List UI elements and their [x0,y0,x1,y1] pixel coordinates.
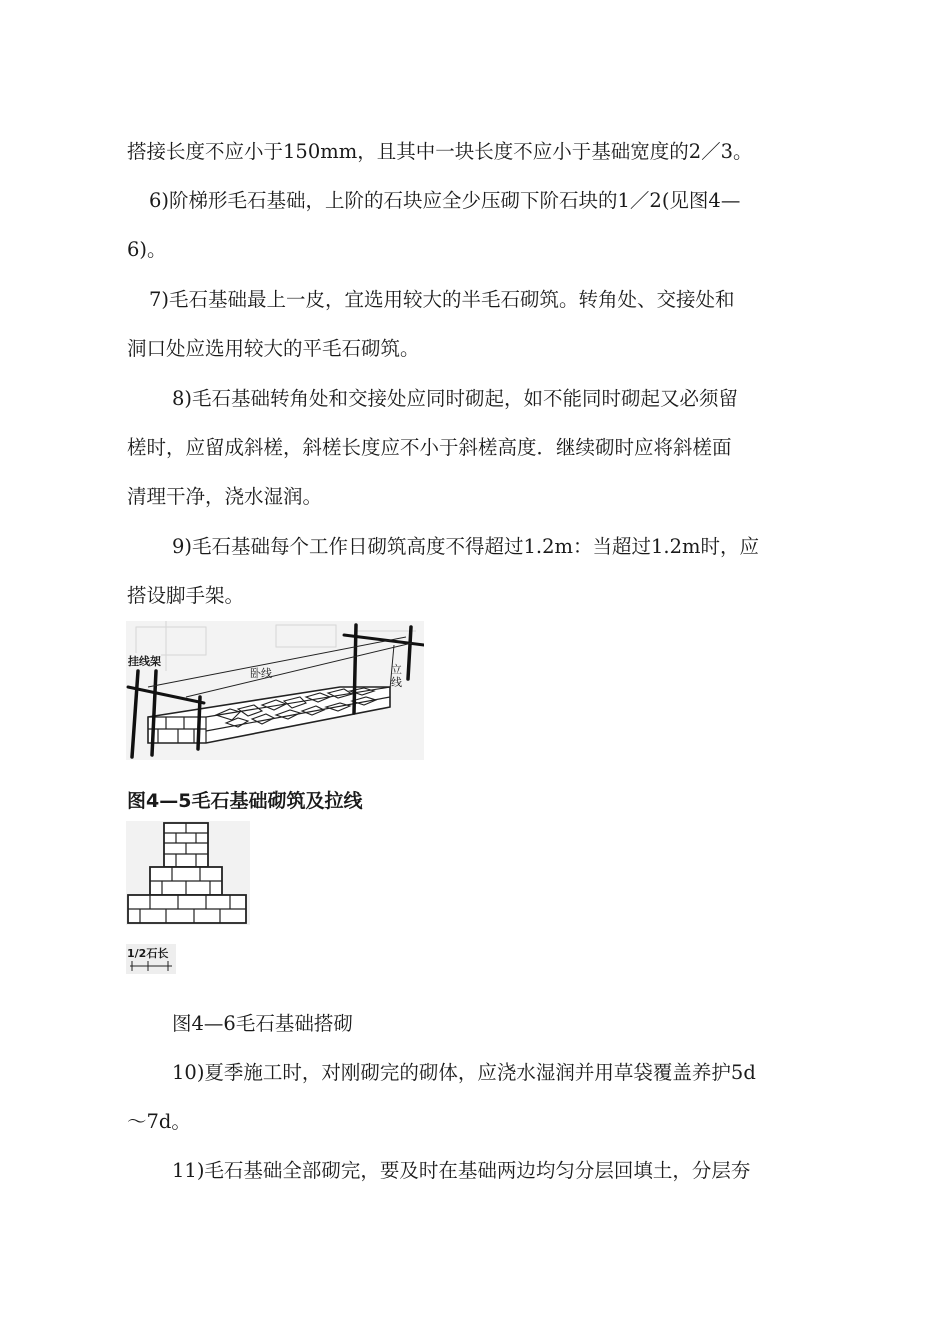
paragraph-line: 8)毛石基础转角处和交接处应同时砌起，如不能同时砌起又必须留 [172,387,739,410]
paragraph-line: 槎时，应留成斜槎，斜槎长度应不小于斜槎高度．继续砌时应将斜槎面 [127,436,732,459]
paragraph-line: 洞口处应选用较大的平毛石砌筑。 [127,337,420,360]
figure-rubble-foundation-stringline [126,621,424,760]
label-string-frame: 挂线架 [128,655,161,668]
foundation-illustration [126,621,424,760]
dimension-line [126,944,176,974]
scale-annotation [126,944,176,974]
label-horizontal-line: 卧线 [250,667,272,680]
figure-caption: 图4—6毛石基础搭砌 [172,1012,353,1035]
scale-label: 1/2石长 [127,947,169,960]
figure-caption: 图4—5毛石基础砌筑及拉线 [127,790,363,812]
paragraph-line: 11)毛石基础全部砌完，要及时在基础两边均匀分层回填土，分层夯 [172,1159,751,1182]
paragraph-line: 7)毛石基础最上一皮，宜选用较大的半毛石砌筑。转角处、交接处和 [149,288,735,311]
paragraph-line: 6)。 [127,238,167,261]
paragraph-line: 6)阶梯形毛石基础，上阶的石块应全少压砌下阶石块的1／2(见图4— [149,189,741,212]
label-vertical-line: 立线 [391,663,402,689]
paragraph-line: 搭设脚手架。 [127,584,245,607]
paragraph-line: 搭接长度不应小于150mm，且其中一块长度不应小于基础宽度的2／3。 [127,140,753,163]
paragraph-line: 9)毛石基础每个工作日砌筑高度不得超过1.2m：当超过1.2m时，应 [172,535,760,558]
paragraph-line: 清理干净，浇水湿润。 [127,485,323,508]
paragraph-line: ～7d。 [127,1110,191,1133]
paragraph-line: 10)夏季施工时，对刚砌完的砌体，应浇水湿润并用草袋覆盖养护5d [172,1061,756,1084]
stepped-foundation-illustration [126,821,250,925]
figure-stepped-foundation [126,821,250,925]
